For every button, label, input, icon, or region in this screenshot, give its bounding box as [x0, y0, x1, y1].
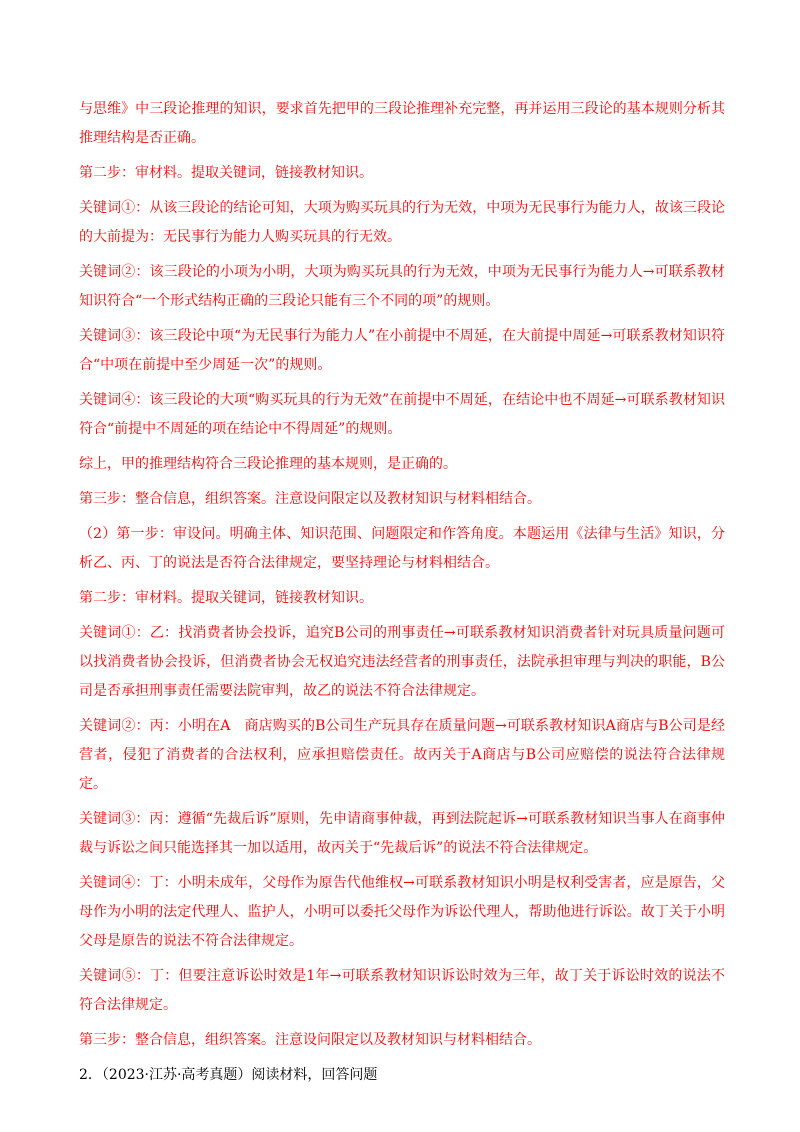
answer-paragraph-step2-material: 第二步：审材料。提取关键词，链接教材知识。 — [79, 165, 373, 181]
answer-paragraph-part2-keyword-2: 关键词②：丙：小明在A 商店购买的B公司生产玩具存在质量问题→可联系教材知识A商店与B公司是经营者，侵犯了消费者的合法权利，应承担赔偿责任。故丙关于A商店与B公司应赔偿的说法符合法律规定。 — [79, 718, 725, 792]
answer-paragraph-keyword-4: 关键词④：该三段论的大项“购买玩具的行为无效”在前提中不周延，在结论中也不周延→可联系教材知识符合“前提中不周延的项在结论中不得周延”的规则。 — [79, 392, 725, 437]
answer-paragraph-part2-keyword-4: 关键词④：丁：小明未成年，父母作为原告代他维权→可联系教材知识小明是权利受害者，应是原告，父母作为小明的法定代理人、监护人，小明可以委托父母作为诉讼代理人，帮助他进行诉讼。故丁关于小明父母是原告的说法不符合法律规定。 — [79, 875, 725, 949]
answer-paragraph-part2-keyword-3: 关键词③：丙：遵循“先裁后诉”原则，先申请商事仲裁，再到法院起诉→可联系教材知识当事人在商事仲裁与诉讼之间只能选择其一加以适用，故丙关于“先裁后诉”的说法不符合法律规定。 — [79, 811, 725, 856]
answer-paragraph-part2-step1: （2）第一步：审设问。明确主体、知识范围、问题限定和作答角度。本题运用《法律与生活》知识，分析乙、丙、丁的说法是否符合法律规定，要坚持理论与材料相结合。 — [79, 526, 725, 571]
answer-paragraph-keyword-1: 关键词①：从该三段论的结论可知，大项为购买玩具的行为无效，中项为无民事行为能力人，故该三段论的大前提为：无民事行为能力人购买玩具的行无效。 — [79, 200, 725, 245]
answer-paragraph-part2-keyword-5: 关键词⑤：丁：但要注意诉讼时效是1年→可联系教材知识诉讼时效为三年，故丁关于诉讼时效的说法不符合法律规定。 — [79, 968, 725, 1013]
question-heading: 2．（2023·江苏·高考真题）阅读材料，回答问题 — [79, 1067, 378, 1083]
answer-paragraph-part2-step3: 第三步：整合信息，组织答案。注意设问限定以及教材知识与材料相结合。 — [79, 1032, 541, 1048]
document-content — [79, 95, 725, 1096]
answer-paragraph-step3: 第三步：整合信息，组织答案。注意设问限定以及教材知识与材料相结合。 — [79, 491, 541, 507]
answer-paragraph-keyword-3: 关键词③：该三段论中项“为无民事行为能力人”在小前提中不周延，在大前提中周延→可联系教材知识符合“中项在前提中至少周延一次”的规则。 — [79, 328, 725, 373]
answer-paragraph-part2-step2: 第二步：审材料。提取关键词，链接教材知识。 — [79, 590, 373, 606]
answer-paragraph-summary: 综上，甲的推理结构符合三段论推理的基本规则，是正确的。 — [79, 456, 457, 472]
answer-paragraph-part2-keyword-1: 关键词①：乙：找消费者协会投诉，追究B公司的刑事责任→可联系教材知识消费者针对玩具质量问题可以找消费者协会投诉，但消费者协会无权追究违法经营者的刑事责任，法院承担审理与判决的职能，B公司是否承担刑事责任需要法院审判，故乙的说法不符合法律规定。 — [79, 625, 725, 699]
answer-paragraph-intro-continued: 与思维》中三段论推理的知识，要求首先把甲的三段论推理补充完整，再并运用三段论的基本规则分析其推理结构是否正确。 — [79, 101, 725, 146]
answer-paragraph-keyword-2: 关键词②：该三段论的小项为小明，大项为购买玩具的行为无效，中项为无民事行为能力人→可联系教材知识符合“一个形式结构正确的三段论只能有三个不同的项”的规则。 — [79, 264, 725, 309]
